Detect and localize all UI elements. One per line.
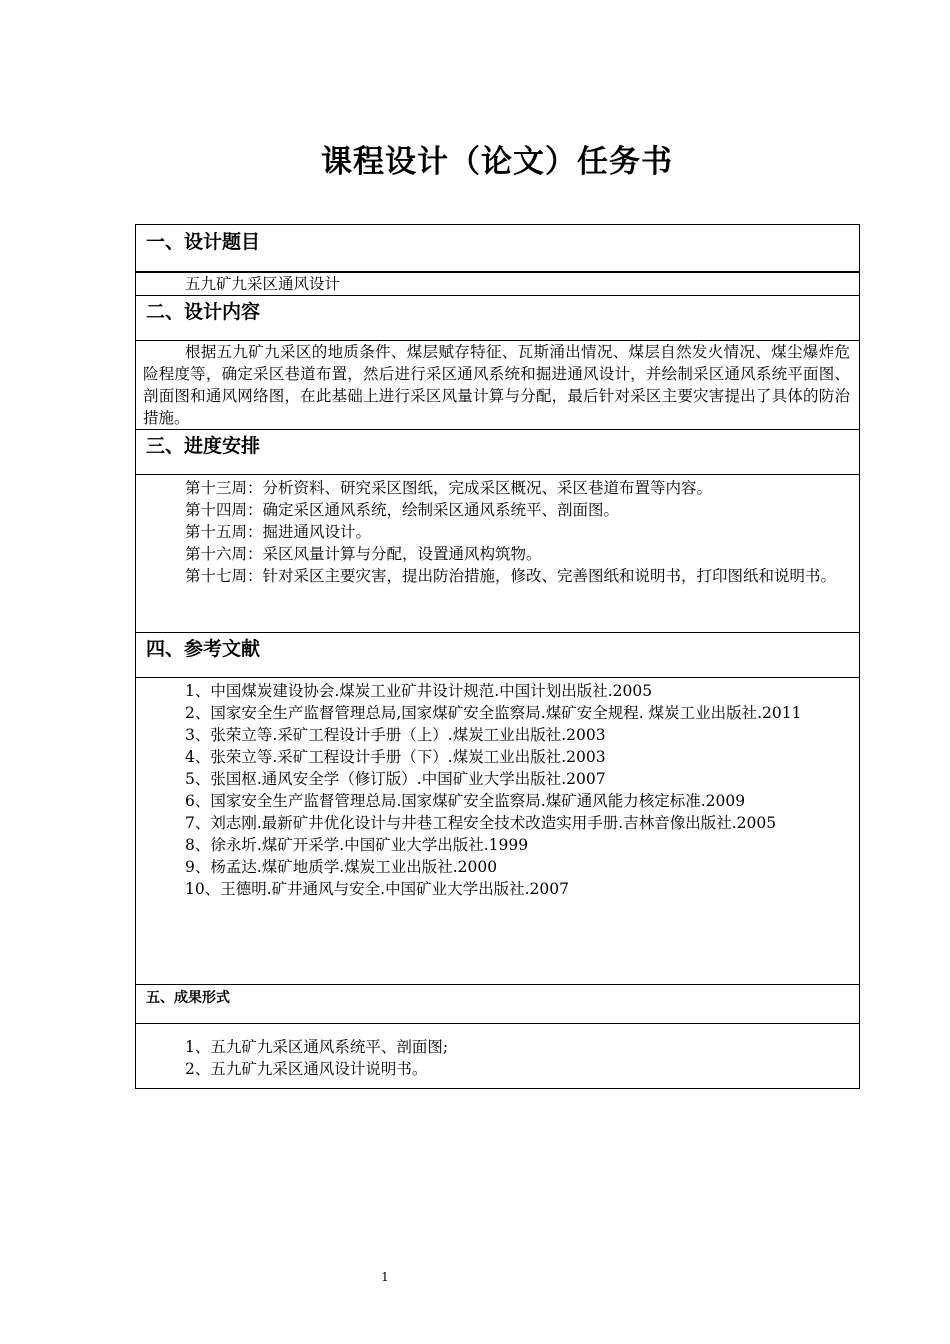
schedule-item: 第十五周：掘进通风设计。 bbox=[185, 523, 372, 541]
schedule-item: 第十四周：确定采区通风系统，绘制采区通风系统平、剖面图。 bbox=[185, 501, 620, 519]
reference-item: 4、张荣立等.采矿工程设计手册（下）.煤炭工业出版社.2003 bbox=[185, 748, 606, 766]
reference-item: 1、中国煤炭建设协会.煤炭工业矿井设计规范.中国计划出版社.2005 bbox=[185, 682, 653, 700]
reference-item: 5、张国枢.通风安全学（修订版）.中国矿业大学出版社.2007 bbox=[185, 770, 606, 788]
section-body-topic bbox=[136, 271, 859, 295]
content-paragraph: 根据五九矿九采区的地质条件、煤层赋存特征、瓦斯涌出情况、煤层自然发火情况、煤尘爆炸危险程度等，确定采区巷道布置，然后进行采区通风系统和掘进通风设计，并绘制采区通风系统平面图、剖面图和通风网络图，在此基础上进行采区风量计算与分配，最后针对采区主要灾害提出了具体的防治措施。 bbox=[143, 343, 850, 427]
reference-item: 10、王德明.矿井通风与安全.中国矿业大学出版社.2007 bbox=[185, 880, 569, 898]
section-body-references bbox=[136, 677, 859, 984]
reference-item: 2、国家安全生产监督管理总局,国家煤矿安全监察局.煤矿安全规程. 煤炭工业出版社.2011 bbox=[185, 704, 802, 722]
section-heading-deliverables bbox=[136, 984, 859, 1023]
section-body-content bbox=[136, 340, 859, 429]
deliverable-item: 2、五九矿九采区通风设计说明书。 bbox=[185, 1060, 428, 1078]
deliverable-item: 1、五九矿九采区通风系统平、剖面图; bbox=[185, 1038, 449, 1056]
schedule-item: 第十六周：采区风量计算与分配，设置通风构筑物。 bbox=[185, 545, 542, 563]
topic-text: 五九矿九采区通风设计 bbox=[185, 275, 341, 293]
reference-item: 6、国家安全生产监督管理总局.国家煤矿安全监察局.煤矿通风能力核定标准.2009 bbox=[185, 792, 746, 810]
schedule-item: 第十七周：针对采区主要灾害，提出防治措施，修改、完善图纸和说明书，打印图纸和说明书。 bbox=[185, 567, 837, 585]
heading-text: 三、进度安排 bbox=[146, 435, 261, 457]
reference-item: 3、张荣立等.采矿工程设计手册（上）.煤炭工业出版社.2003 bbox=[185, 726, 606, 744]
section-body-schedule bbox=[136, 474, 859, 632]
heading-text: 五、成果形式 bbox=[146, 990, 230, 1006]
schedule-item: 第十三周：分析资料、研究采区图纸，完成采区概况、采区巷道布置等内容。 bbox=[185, 479, 713, 497]
page-number: 1 bbox=[381, 1270, 389, 1284]
task-table bbox=[135, 224, 860, 1089]
section-heading-references bbox=[136, 632, 859, 677]
section-heading-topic bbox=[136, 225, 859, 271]
section-heading-schedule bbox=[136, 429, 859, 474]
heading-text: 二、设计内容 bbox=[146, 301, 261, 323]
reference-item: 8、徐永圻.煤矿开采学.中国矿业大学出版社.1999 bbox=[185, 836, 529, 854]
heading-text: 四、参考文献 bbox=[146, 638, 261, 660]
section-body-deliverables bbox=[136, 1023, 859, 1088]
heading-text: 一、设计题目 bbox=[146, 231, 261, 253]
reference-item: 9、杨孟达.煤矿地质学.煤炭工业出版社.2000 bbox=[185, 858, 498, 876]
page-title: 课程设计（论文）任务书 bbox=[321, 144, 673, 180]
section-heading-content bbox=[136, 295, 859, 340]
reference-item: 7、刘志刚.最新矿井优化设计与井巷工程安全技术改造实用手册.吉林音像出版社.2005 bbox=[185, 814, 777, 832]
